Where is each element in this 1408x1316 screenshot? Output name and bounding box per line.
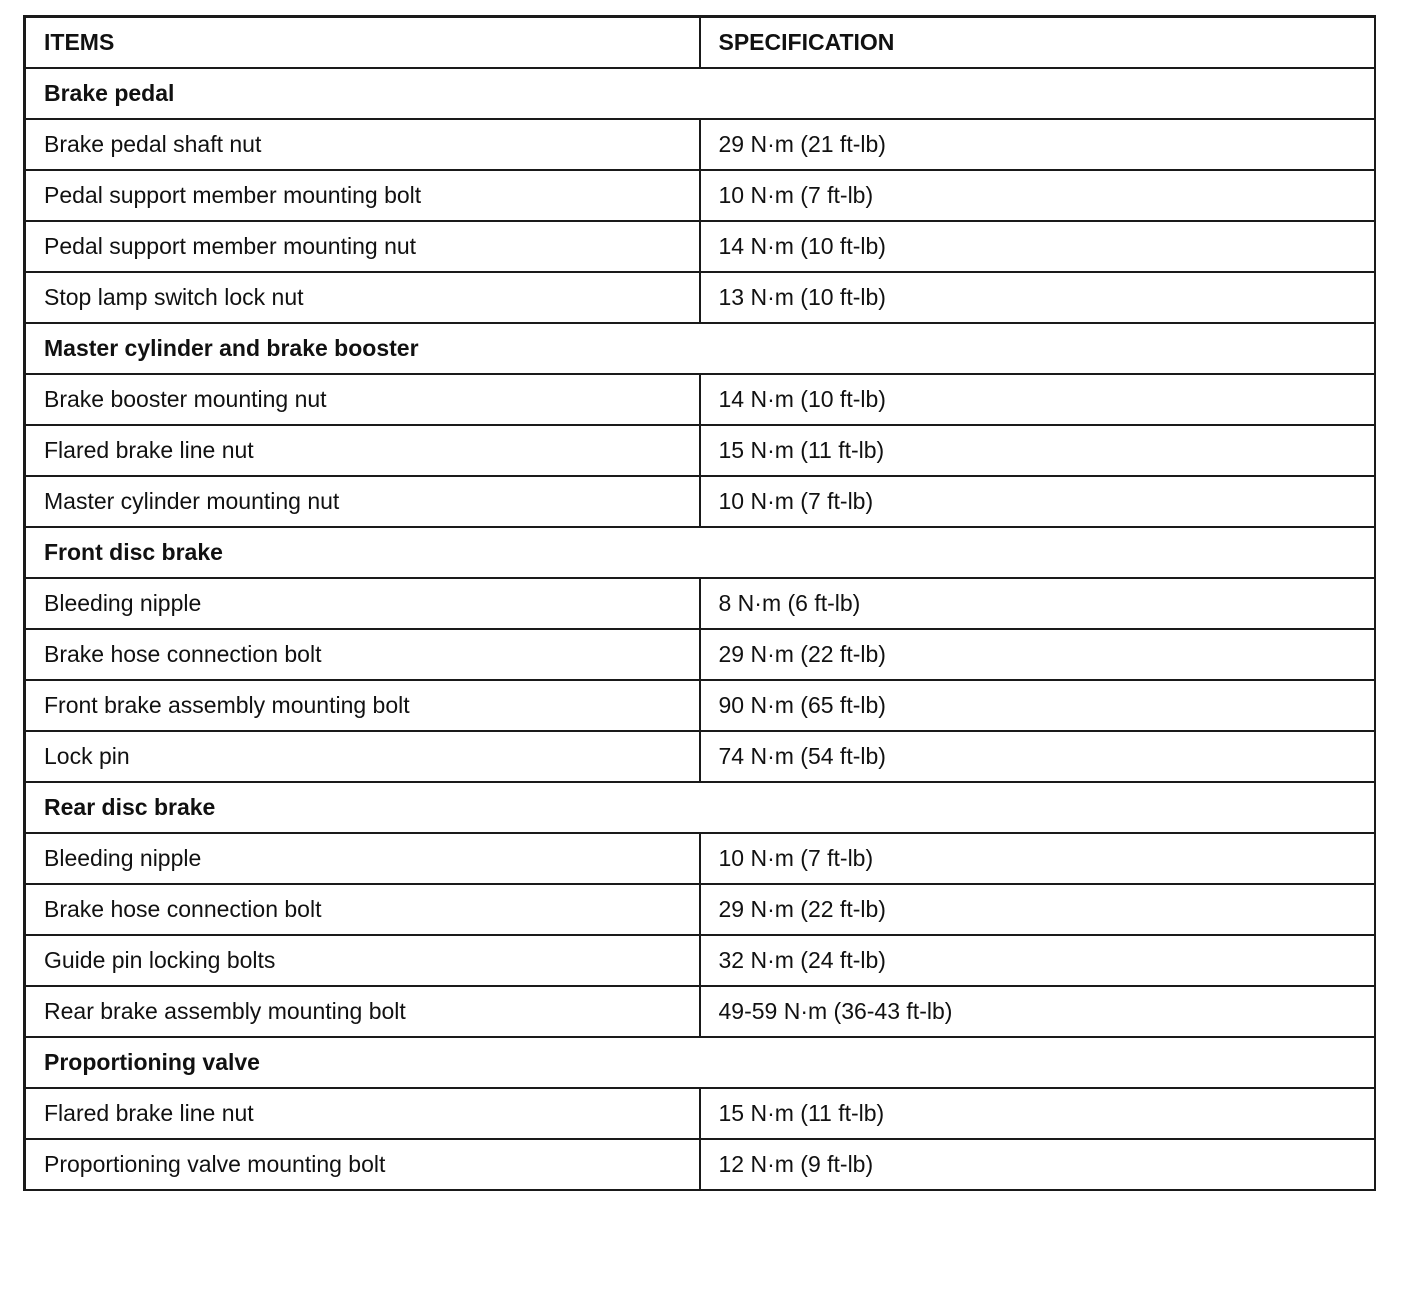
item-cell: Bleeding nipple <box>25 833 700 884</box>
table-row <box>25 119 1375 170</box>
item-cell: Pedal support member mounting bolt <box>25 170 700 221</box>
section-header-row <box>25 323 1375 374</box>
section-title: Rear disc brake <box>25 782 1375 833</box>
table-body <box>25 17 1375 1191</box>
item-cell: Stop lamp switch lock nut <box>25 272 700 323</box>
section-title: Front disc brake <box>25 527 1375 578</box>
item-cell: Flared brake line nut <box>25 1088 700 1139</box>
section-title: Master cylinder and brake booster <box>25 323 1375 374</box>
table-row <box>25 170 1375 221</box>
specification-cell: 74 N·m (54 ft-lb) <box>700 731 1375 782</box>
table-row <box>25 629 1375 680</box>
specification-cell: 10 N·m (7 ft-lb) <box>700 476 1375 527</box>
specification-cell: 14 N·m (10 ft-lb) <box>700 374 1375 425</box>
torque-specification-table <box>23 15 1376 1191</box>
table-row <box>25 986 1375 1037</box>
section-header-row <box>25 527 1375 578</box>
table-row <box>25 884 1375 935</box>
table-row <box>25 731 1375 782</box>
table-row <box>25 680 1375 731</box>
table-row <box>25 221 1375 272</box>
section-header-row <box>25 1037 1375 1088</box>
specification-cell: 15 N·m (11 ft-lb) <box>700 425 1375 476</box>
item-cell: Guide pin locking bolts <box>25 935 700 986</box>
table-row <box>25 374 1375 425</box>
item-cell: Brake hose connection bolt <box>25 629 700 680</box>
item-cell: Rear brake assembly mounting bolt <box>25 986 700 1037</box>
table-row <box>25 1088 1375 1139</box>
item-cell: Flared brake line nut <box>25 425 700 476</box>
table-row <box>25 935 1375 986</box>
item-cell: Front brake assembly mounting bolt <box>25 680 700 731</box>
item-cell: Proportioning valve mounting bolt <box>25 1139 700 1190</box>
specification-cell: 29 N·m (22 ft-lb) <box>700 629 1375 680</box>
section-title: Brake pedal <box>25 68 1375 119</box>
specification-cell: 13 N·m (10 ft-lb) <box>700 272 1375 323</box>
specification-cell: 15 N·m (11 ft-lb) <box>700 1088 1375 1139</box>
specification-cell: 8 N·m (6 ft-lb) <box>700 578 1375 629</box>
table-header-row <box>25 17 1375 69</box>
specification-cell: 29 N·m (21 ft-lb) <box>700 119 1375 170</box>
specification-cell: 90 N·m (65 ft-lb) <box>700 680 1375 731</box>
section-header-row <box>25 68 1375 119</box>
specification-cell: 12 N·m (9 ft-lb) <box>700 1139 1375 1190</box>
section-header-row <box>25 782 1375 833</box>
item-cell: Brake pedal shaft nut <box>25 119 700 170</box>
item-cell: Bleeding nipple <box>25 578 700 629</box>
specification-cell: 10 N·m (7 ft-lb) <box>700 833 1375 884</box>
table-row <box>25 833 1375 884</box>
section-title: Proportioning valve <box>25 1037 1375 1088</box>
item-cell: Brake booster mounting nut <box>25 374 700 425</box>
item-cell: Lock pin <box>25 731 700 782</box>
specification-cell: 10 N·m (7 ft-lb) <box>700 170 1375 221</box>
items-column-header: ITEMS <box>25 17 700 69</box>
table-row <box>25 476 1375 527</box>
specification-cell: 49-59 N·m (36-43 ft-lb) <box>700 986 1375 1037</box>
specification-cell: 29 N·m (22 ft-lb) <box>700 884 1375 935</box>
table-row <box>25 1139 1375 1190</box>
table-row <box>25 578 1375 629</box>
specification-cell: 32 N·m (24 ft-lb) <box>700 935 1375 986</box>
specification-column-header: SPECIFICATION <box>700 17 1375 69</box>
table-row <box>25 272 1375 323</box>
item-cell: Master cylinder mounting nut <box>25 476 700 527</box>
item-cell: Brake hose connection bolt <box>25 884 700 935</box>
item-cell: Pedal support member mounting nut <box>25 221 700 272</box>
table-row <box>25 425 1375 476</box>
specification-cell: 14 N·m (10 ft-lb) <box>700 221 1375 272</box>
